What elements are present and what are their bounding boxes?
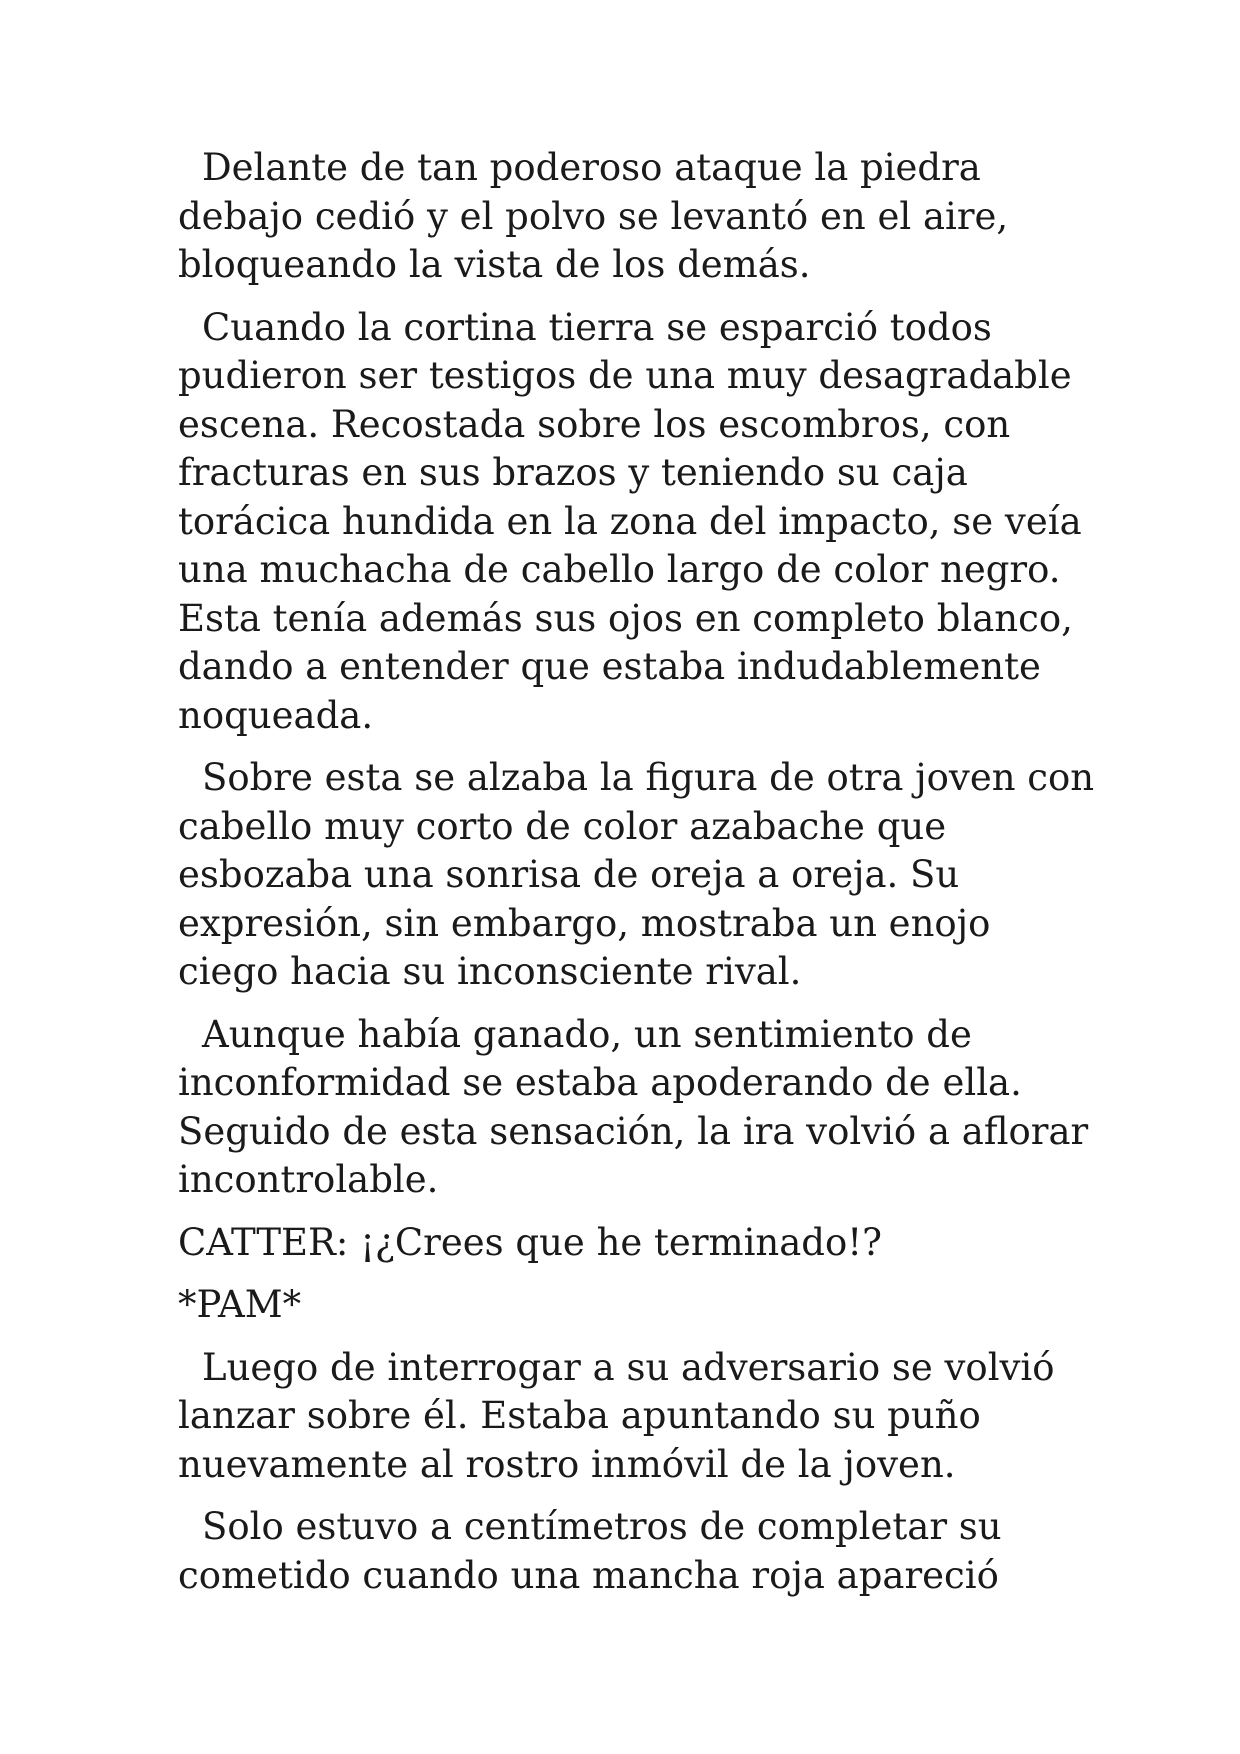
text-line: Aunque había ganado, un sentimiento de [202,1012,972,1056]
text-line: bloqueando la vista de los demás. [178,243,811,286]
text-line: escena. Recostada sobre los escombros, con [178,402,1011,446]
text-line: Luego de interrogar a su adversario se volvió [202,1345,1055,1389]
text-line: pudieron ser testigos de una muy desagradable [178,354,1072,397]
paragraph [178,754,1095,997]
body-text [178,144,1095,1614]
text-line: fracturas en sus brazos y teniendo su caja [178,451,968,494]
text-line: CATTER: ¡¿Crees que he terminado!? [178,1220,882,1264]
text-line: Sobre esta se alzaba la figura de otra joven con [202,756,1095,799]
text-line: una muchacha de cabello largo de color negro. [178,548,1061,591]
text-line: Delante de tan poderoso ataque la piedra [202,146,981,189]
dialogue-line [178,1219,1078,1268]
paragraph [178,144,1078,290]
text-line: inconformidad se estaba apoderando de ella. [178,1061,1022,1104]
paragraph [178,1503,1078,1600]
text-line: torácica hundida en la zona del impacto, se veía [178,499,1082,543]
text-line: debajo cedió y el polvo se levantó en el aire, [178,194,1009,238]
text-line: ciego hacia su inconsciente rival. [178,950,802,993]
text-line: cabello muy corto de color azabache que [178,804,947,848]
paragraph [178,304,1082,741]
text-line: Esta tenía además sus ojos en completo blanco, [178,596,1073,640]
sound-effect [178,1281,1078,1330]
text-line: incontrolable. [178,1158,439,1201]
text-line: expresión, sin embargo, mostraba un enojo [178,901,991,945]
text-line: nuevamente al rostro inmóvil de la joven. [178,1442,956,1486]
text-line: lanzar sobre él. Estaba apuntando su puño [178,1394,981,1437]
text-line: esbozaba una sonrisa de oreja a oreja. Su [178,853,960,896]
text-line: Cuando la cortina tierra se esparció todos [202,305,992,349]
text-line: *PAM* [178,1283,302,1326]
text-line: noqueada. [178,693,374,737]
text-line: cometido cuando una mancha roja apareció [178,1553,999,1597]
paragraph [178,1344,1078,1490]
text-line: Solo estuvo a centímetros de completar su [202,1505,1002,1548]
paragraph [178,1011,1089,1205]
text-line: Seguido de esta sensación, la ira volvió a aflorar [178,1109,1089,1153]
text-line: dando a entender que estaba indudablemente [178,645,1041,688]
